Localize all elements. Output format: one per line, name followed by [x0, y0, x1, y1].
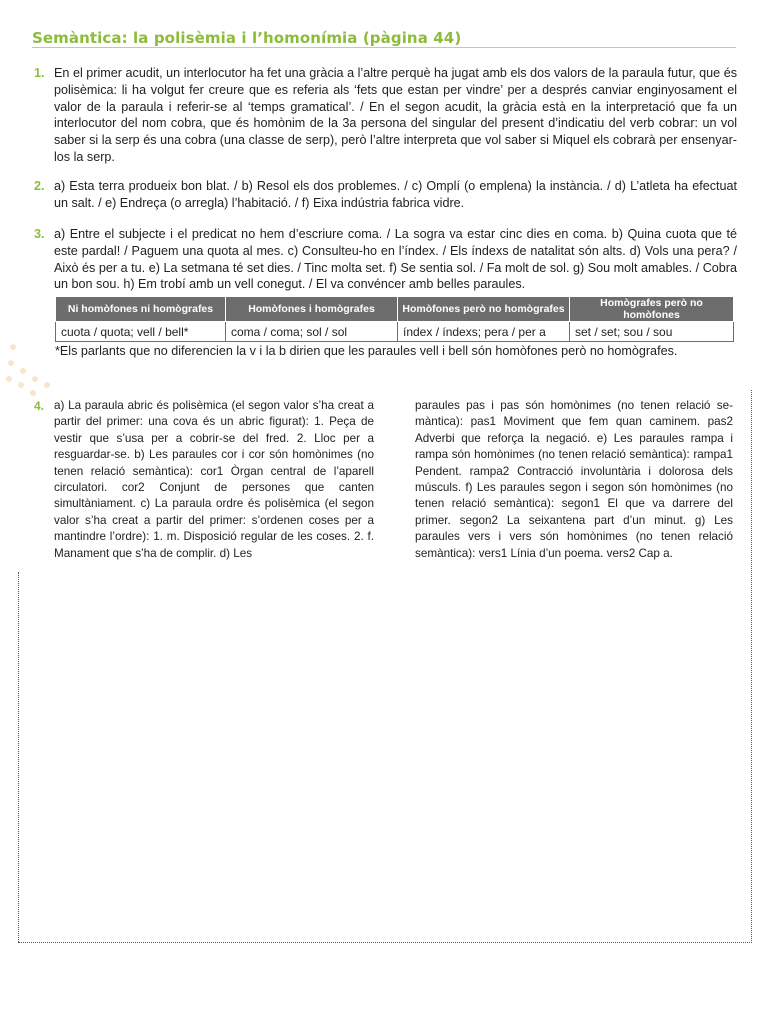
table-header-row	[56, 297, 734, 322]
answer-1-text: En el primer acudit, un interlocutor ha fet una gràcia a l’altre perquè ha jugat amb els dos valors de la paraula futur, que és polisèmica: li ha volgut fer creure que es referia als ‘fets que estan per vindre’ per a després canviar enginyosament el valor de la paraula i referir-se al ‘temps gramatical’. / En el segon acudit, la gràcia està en la interpretació que fa un interlocutor del nom cobra, que és homònim de la 3a persona del singular del present d’indicatiu del verb cobrar: un vol saber si la serp és una cobra (una classe de serp), però l’altre interpreta que vol saber si Miquel els cobrarà per ensenyar-los la serp.	[54, 66, 737, 164]
table-cell: cuota / quota; vell / bell*	[56, 322, 226, 342]
question-number-1: 1.	[34, 66, 45, 80]
answer-box-left-border	[18, 572, 19, 942]
table-row	[56, 322, 734, 342]
table-cell: set / set; sou / sou	[570, 322, 734, 342]
answer-3-text: a) Entre el subjecte i el predicat no hem d’escriure coma. / La sogra va estar cinc dies en coma. b) Quina cuota que té este pardal! / Paguem una quota al mes. c) Consulteu-ho en l’índex. / Els índexs de natalitat són alts. d) Vols una pera? / Això és per a tu. e) La setmana té set dies. / Tinc molta set. f) Se sentia sol. / Fa molt de sol. g) Sou molt amables. / Cobra un bon sou. h) Em trobí amb un vell conegut. / El va convéncer amb belles paraules.	[54, 227, 737, 292]
decorative-dots	[0, 320, 60, 400]
table-cell: coma / coma; sol / sol	[226, 322, 398, 342]
table-header: Homòfones i homògrafes	[226, 297, 398, 322]
homophones-table	[55, 296, 734, 342]
table-cell: índex / índexs; pera / per a	[398, 322, 570, 342]
table-footnote: *Els parlants que no diferencien la v i la b dirien que les paraules vell i bell són homòfones però no homògrafes.	[55, 344, 678, 358]
question-number-4: 4.	[34, 399, 45, 413]
answer-4-right-column: paraules pas i pas són homònimes (no tenen relació semàntica): pas1 Moviment que fem quan caminem. pas2 Adverbi que reforça la negació. e) Les paraules rampa i rampa són homònimes (no tenen relació semàntica): rampa1 Pendent. rampa2 Contracció involuntària i dolorosa dels músculs. f) Les paraules segon i segon són homònimes (no tenen relació semàntica): segon1 El que va darrere del primer. segon2 La seixantena part d’un minut. g) Les paraules vers i vers són homònimes (no tenen relació semàntica): vers1 Línia d’un poema. vers2 Cap a.	[415, 399, 733, 560]
answer-4-left-column: a) La paraula abric és polisèmica (el segon valor s’ha creat a partir del primer: una cova és un abric figurat): 1. Peça de vestir que s’usa per a cobrir-se del fred. 2. Lloc per a resguardar-se. b) Les paraules cor i cor són homònimes (no tenen relació semàntica): cor1 Òrgan central de l’aparell circulatori. cor2 Conjunt de persones que canten simultàniament. c) La paraula ordre és polisèmica (el segon valor s’ha creat a partir del primer: s’ordenen coses per a mantindre l’ordre): 1. m. Disposició regular de les coses. 2. f. Manament que s’ha de complir. d) Les	[54, 399, 374, 560]
table-header: Ni homòfones ni homògrafes	[56, 297, 226, 322]
answer-2-text: a) Esta terra produeix bon blat. / b) Resol els dos problemes. / c) Omplí (o emplena) la instància. / d) L’atleta ha efectuat un salt. / e) Endreça (o arregla) l’habitació. / f) Eixa indústria fabrica vidre.	[54, 179, 737, 210]
table-header: Homògrafes però no homòfones	[570, 297, 734, 322]
table-header: Homòfones però no homògrafes	[398, 297, 570, 322]
page-title: Semàntica: la polisèmia i l’homonímia (pàgina 44)	[32, 29, 462, 47]
question-number-3: 3.	[34, 227, 45, 241]
question-number-2: 2.	[34, 179, 45, 193]
title-divider	[32, 47, 736, 48]
